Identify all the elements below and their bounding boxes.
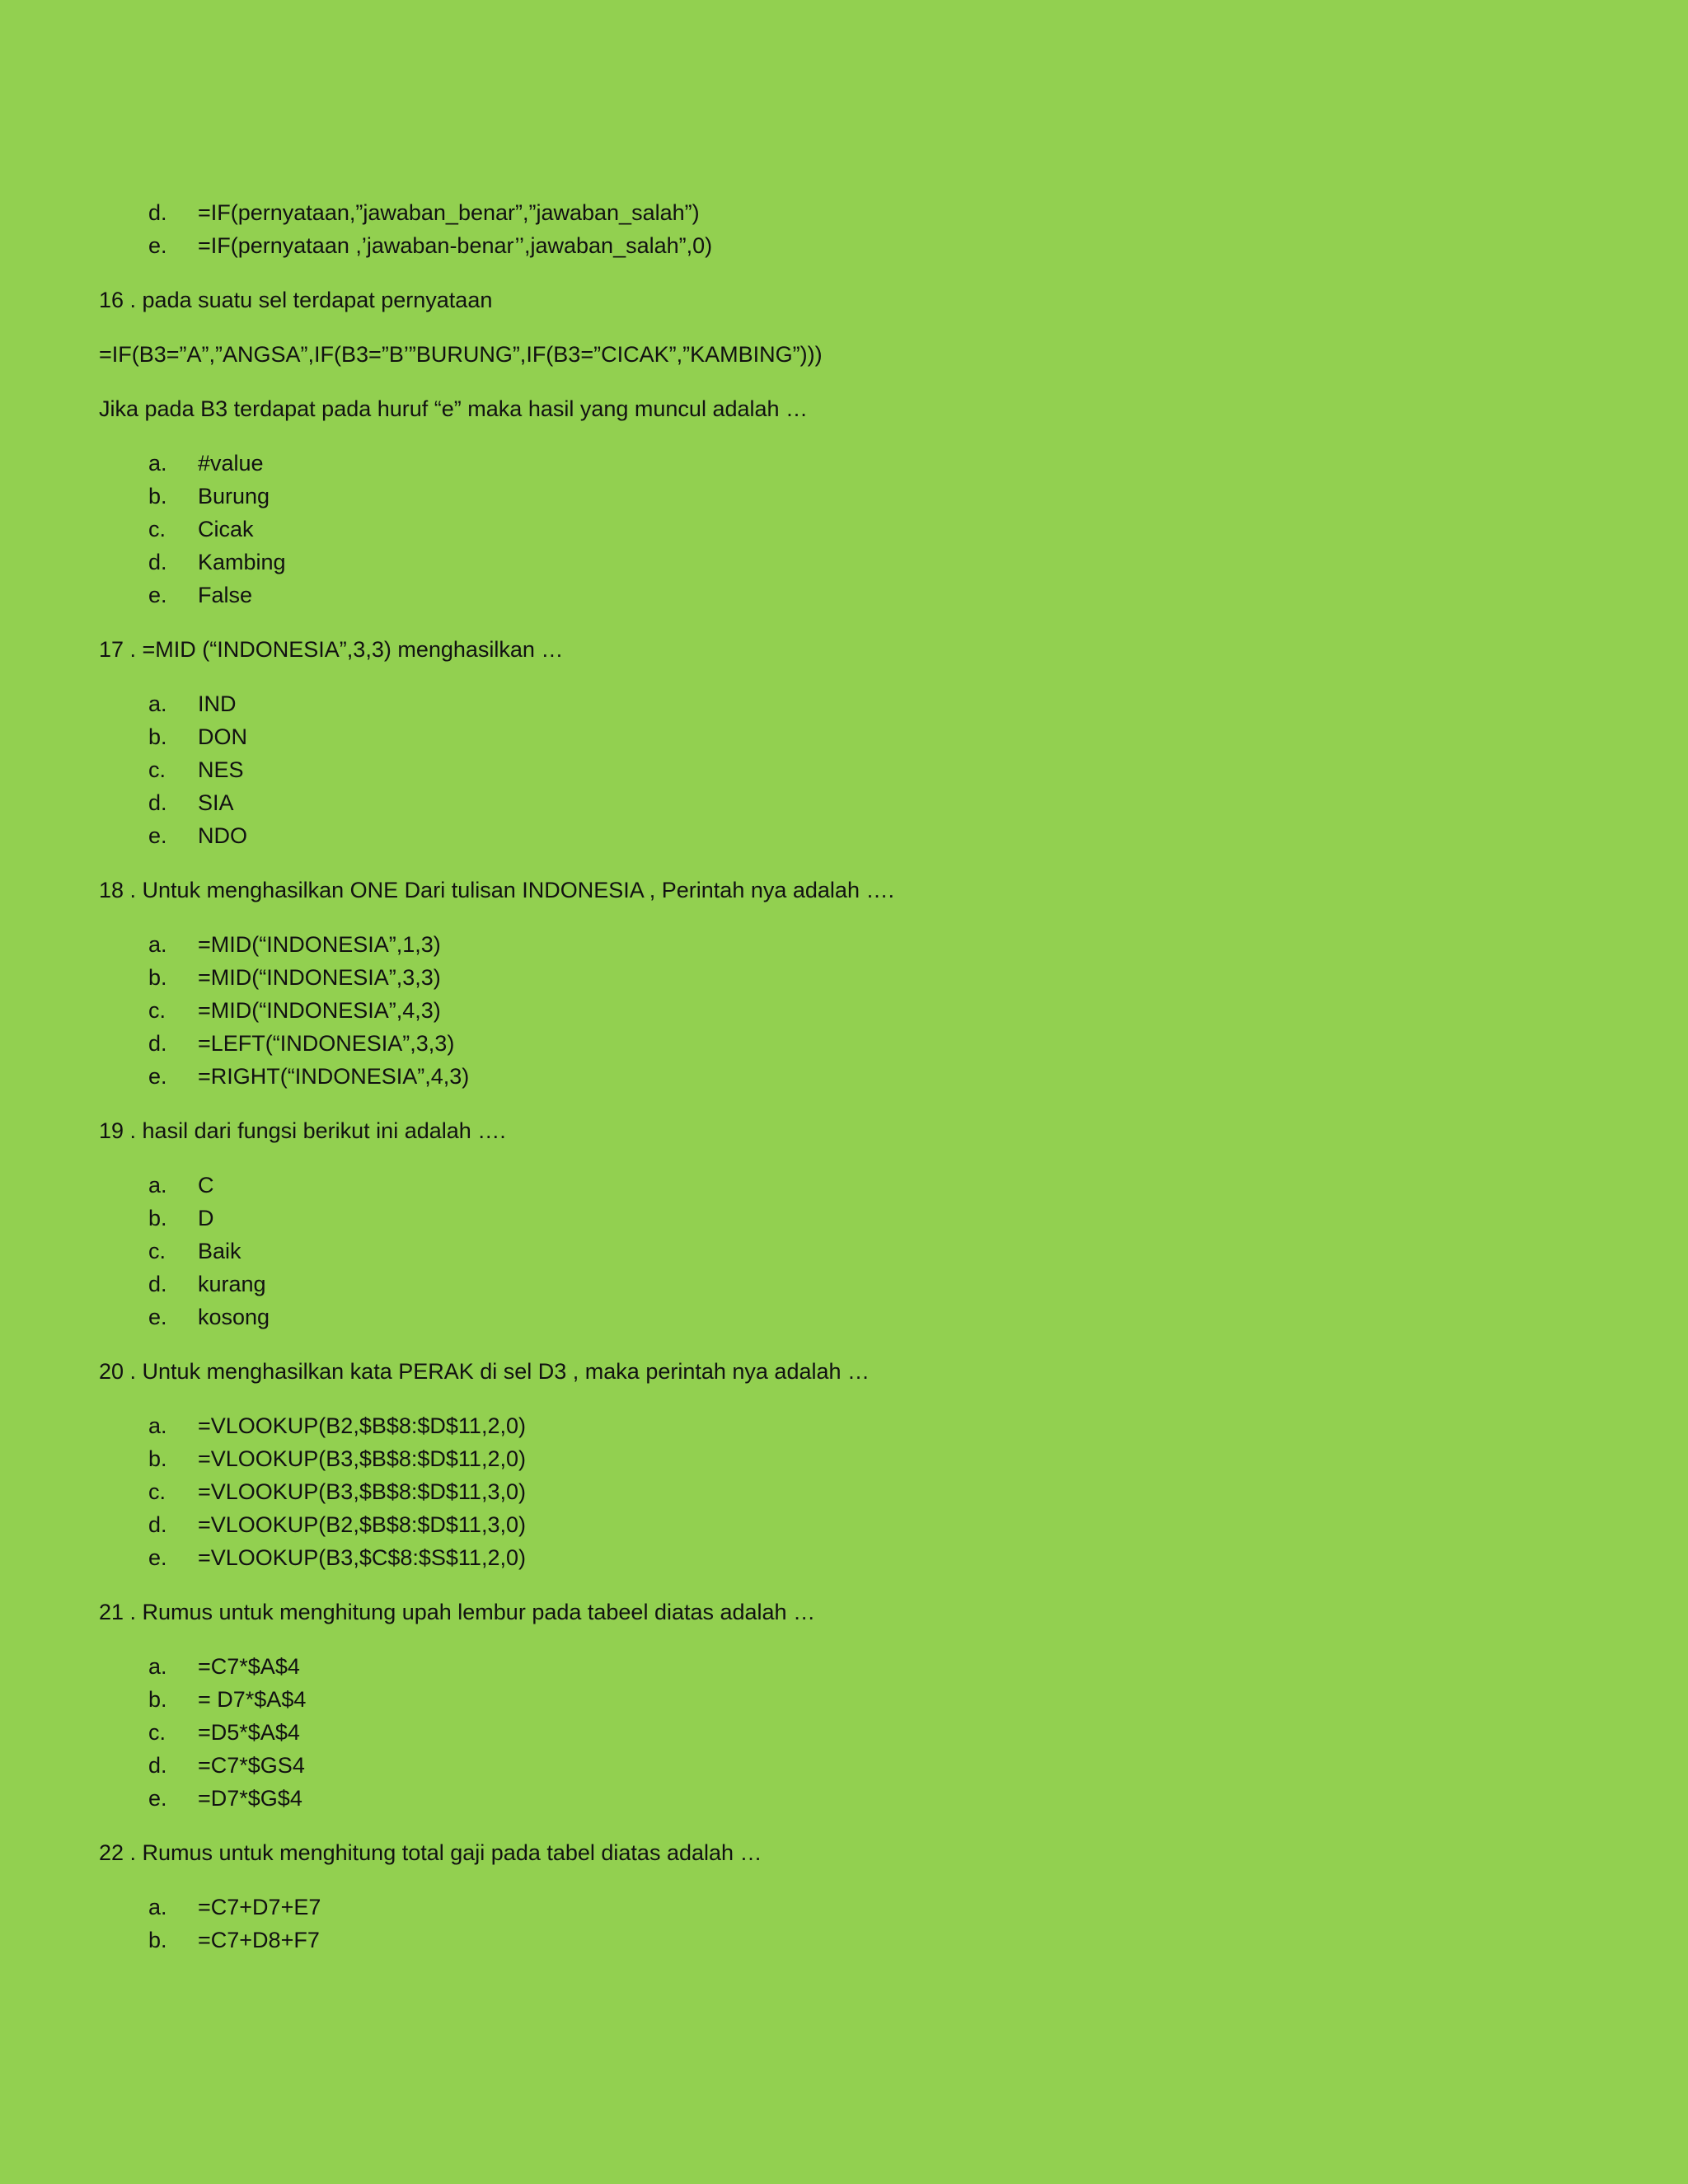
option-text: #value (198, 451, 264, 476)
option-letter: b. (148, 1206, 167, 1230)
option-text: Cicak (198, 517, 254, 541)
option-text: =C7*$GS4 (198, 1753, 305, 1778)
option-text: = D7*$A$4 (198, 1687, 307, 1712)
option-letter: e. (148, 233, 167, 258)
option-letter: b. (148, 965, 167, 990)
option-text: =MID(“INDONESIA”,3,3) (198, 965, 441, 990)
option-item (99, 1235, 1688, 1268)
question-text: 18 . Untuk menghasilkan ONE Dari tulisan INDONESIA , Perintah nya adalah …. (99, 878, 894, 902)
option-letter: b. (148, 724, 167, 749)
question-options (99, 928, 1688, 1093)
option-item (99, 819, 1688, 852)
option-item (99, 447, 1688, 480)
question-text: 19 . hasil dari fungsi berikut ini adalah …. (99, 1118, 506, 1143)
option-letter: c. (148, 1720, 166, 1745)
option-item (99, 1475, 1688, 1508)
option-text: =VLOOKUP(B3,$B$8:$D$11,3,0) (198, 1479, 526, 1504)
option-text: =D5*$A$4 (198, 1720, 300, 1745)
option-letter: d. (148, 1272, 167, 1296)
option-letter: a. (148, 451, 167, 476)
option-item (99, 1749, 1688, 1782)
question-20 (99, 1355, 1688, 1574)
option-text: =VLOOKUP(B3,$B$8:$D$11,2,0) (198, 1446, 526, 1471)
question-text: 20 . Untuk menghasilkan kata PERAK di sel D3 , maka perintah nya adalah … (99, 1359, 870, 1384)
question-options (99, 1409, 1688, 1574)
option-letter: d. (148, 1031, 167, 1056)
question-19 (99, 1114, 1688, 1333)
question-text: 17 . =MID (“INDONESIA”,3,3) menghasilkan … (99, 637, 564, 662)
option-item (99, 513, 1688, 546)
option-letter: a. (148, 932, 167, 957)
option-item (99, 1924, 1688, 1957)
option-letter: e. (148, 1545, 167, 1570)
question-text: 16 . pada suatu sel terdapat pernyataan (99, 288, 493, 312)
option-text: kurang (198, 1272, 266, 1296)
option-item (99, 1301, 1688, 1333)
option-item (99, 480, 1688, 513)
option-letter: a. (148, 691, 167, 716)
question-text: 22 . Rumus untuk menghitung total gaji pada tabel diatas adalah … (99, 1840, 762, 1865)
option-letter: c. (148, 998, 166, 1023)
option-letter: e. (148, 1786, 167, 1811)
intro-options (99, 196, 1688, 262)
option-letter: d. (148, 1753, 167, 1778)
option-text: D (198, 1206, 214, 1230)
option-letter: a. (148, 1413, 167, 1438)
option-text: =IF(pernyataan ,’jawaban-benar’’,jawaban_salah”,0) (198, 233, 713, 258)
option-letter: b. (148, 1928, 167, 1952)
option-letter: d. (148, 790, 167, 815)
option-text: Burung (198, 484, 270, 509)
option-letter: b. (148, 1446, 167, 1471)
option-letter: e. (148, 583, 167, 607)
option-text: C (198, 1173, 214, 1197)
option-item (99, 1508, 1688, 1541)
option-letter: c. (148, 517, 166, 541)
option-text: =C7*$A$4 (198, 1654, 300, 1679)
option-text: =VLOOKUP(B3,$C$8:$S$11,2,0) (198, 1545, 526, 1570)
question-options (99, 1891, 1688, 1957)
question-options (99, 687, 1688, 852)
option-letter: c. (148, 757, 166, 782)
option-text: =MID(“INDONESIA”,4,3) (198, 998, 441, 1023)
option-text: =MID(“INDONESIA”,1,3) (198, 932, 441, 957)
question-text: Jika pada B3 terdapat pada huruf “e” maka hasil yang muncul adalah … (99, 396, 809, 421)
option-item (99, 1541, 1688, 1574)
option-text: =D7*$G$4 (198, 1786, 302, 1811)
option-text: DON (198, 724, 247, 749)
question-options (99, 447, 1688, 612)
option-item (99, 786, 1688, 819)
option-item (99, 1060, 1688, 1093)
option-letter: b. (148, 1687, 167, 1712)
option-text: SIA (198, 790, 234, 815)
option-letter: a. (148, 1173, 167, 1197)
option-text: =C7+D8+F7 (198, 1928, 320, 1952)
option-letter: e. (148, 1064, 167, 1089)
option-text: Baik (198, 1239, 241, 1263)
option-item (99, 196, 1688, 229)
option-item (99, 1202, 1688, 1235)
option-item (99, 546, 1688, 579)
option-text: Kambing (198, 550, 286, 574)
option-text: =VLOOKUP(B2,$B$8:$D$11,3,0) (198, 1512, 526, 1537)
option-text: IND (198, 691, 237, 716)
option-item (99, 1027, 1688, 1060)
option-letter: a. (148, 1895, 167, 1919)
question-18 (99, 874, 1688, 1093)
question-17 (99, 633, 1688, 852)
option-letter: d. (148, 550, 167, 574)
option-item (99, 961, 1688, 994)
question-options (99, 1650, 1688, 1815)
option-item (99, 1650, 1688, 1683)
option-text: =C7+D7+E7 (198, 1895, 321, 1919)
option-item (99, 720, 1688, 753)
option-letter: e. (148, 1305, 167, 1329)
option-text: False (198, 583, 253, 607)
option-letter: d. (148, 1512, 167, 1537)
option-letter: c. (148, 1479, 166, 1504)
option-letter: b. (148, 484, 167, 509)
option-item (99, 1891, 1688, 1924)
option-text: =VLOOKUP(B2,$B$8:$D$11,2,0) (198, 1413, 526, 1438)
option-item (99, 579, 1688, 612)
question-22 (99, 1836, 1688, 1957)
question-21 (99, 1596, 1688, 1815)
option-item (99, 928, 1688, 961)
option-text: NES (198, 757, 244, 782)
question-text: 21 . Rumus untuk menghitung upah lembur pada tabeel diatas adalah … (99, 1600, 816, 1624)
option-text: kosong (198, 1305, 270, 1329)
question-16 (99, 284, 1688, 612)
question-formula: =IF(B3=”A”,”ANGSA”,IF(B3=”B’”BURUNG”,IF(B3=”CICAK”,”KAMBING”))) (99, 342, 823, 367)
option-letter: d. (148, 200, 167, 225)
question-options (99, 1169, 1688, 1333)
option-letter: e. (148, 823, 167, 848)
option-item (99, 1716, 1688, 1749)
option-item (99, 1409, 1688, 1442)
option-letter: c. (148, 1239, 166, 1263)
option-text: =RIGHT(“INDONESIA”,4,3) (198, 1064, 470, 1089)
option-item (99, 1683, 1688, 1716)
option-letter: a. (148, 1654, 167, 1679)
option-text: =IF(pernyataan,”jawaban_benar”,”jawaban_salah”) (198, 200, 700, 225)
option-text: NDO (198, 823, 247, 848)
option-item (99, 994, 1688, 1027)
option-item (99, 1782, 1688, 1815)
option-item (99, 1268, 1688, 1301)
option-item (99, 753, 1688, 786)
option-item (99, 1442, 1688, 1475)
option-item (99, 229, 1688, 262)
option-item (99, 1169, 1688, 1202)
option-item (99, 687, 1688, 720)
option-text: =LEFT(“INDONESIA”,3,3) (198, 1031, 455, 1056)
